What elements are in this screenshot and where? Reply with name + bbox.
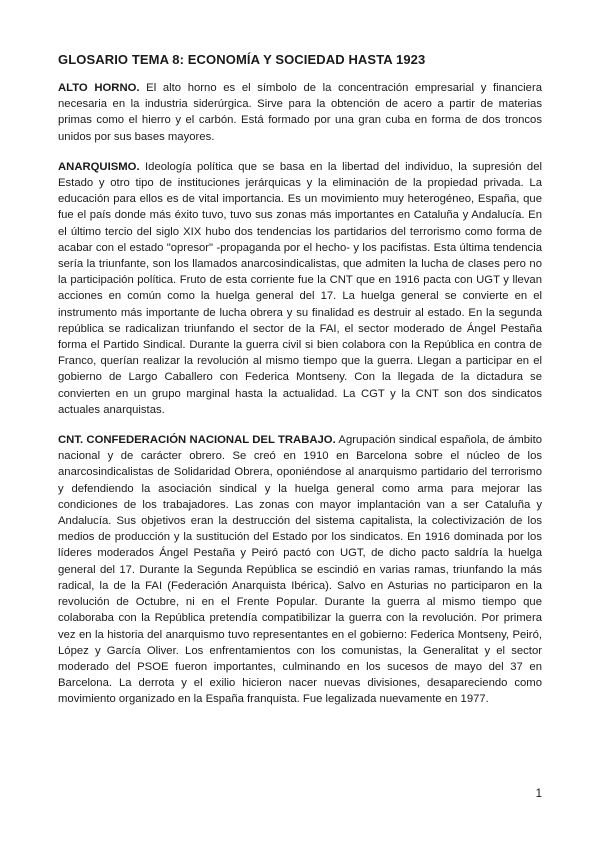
glossary-term: ANARQUISMO. [58,160,140,173]
glossary-entry-cnt [58,432,542,707]
glossary-definition: Agrupación sindical española, de ámbito nacional y de carácter obrero. Se creó en 1910 en Barcelona sobre el núcleo de los anarcosindicalistas de Solidaridad Obrera, oponiéndose al anarquismo partidario del terrorismo y defendiendo la asociación sindical y la huelga general como arma para mejorar las condiciones de los trabajadores. Las zonas con mayor implantación van a ser Cataluña y Andalucía. Sus objetivos eran la destrucción del sistema capitalista, la colectivización de los medios de producción y la sustitución del Estado por los sindicatos. En 1916 dominada por los líderes moderados Ángel Pestaña y Peiró pactó con UGT, de dicho pacto saldría la huelga general del 17. Durante la Segunda República se escindió en varias ramas, triunfando la más radical, la de la FAI (Federación Anarquista Ibérica). Salvo en Asturias no participaron en la revolución de Octubre, ni en el Frente Popular. Durante la guerra al mismo tiempo que colaboraba con la República pretendía compatibilizar la guerra con la revolución. Por primera vez en la historia del anarquismo tuvo representantes en el gobierno: Federica Montseny, Peiró, López y García Oliver. Los enfrentamientos con los comunistas, la Generalitat y el sector moderado del PSOE fueron importantes, culminando en los sucesos de mayo del 37 en Barcelona. La derrota y el exilio hicieron nacer nuevas divisiones, desapareciendo como movimiento organizado en la España franquista. Fue legalizada nuevamente en 1977. [58,434,542,706]
glossary-entry-anarquismo [58,159,542,418]
glossary-term: CNT. CONFEDERACIÓN NACIONAL DEL TRABAJO. [58,434,336,447]
glossary-term: ALTO HORNO. [58,82,140,94]
document-title: GLOSARIO TEMA 8: ECONOMÍA Y SOCIEDAD HASTA 1923 [58,52,426,67]
page-number: 1 [535,788,542,800]
glossary-entry-alto-horno [58,80,542,145]
glossary-definition: El alto horno es el símbolo de la concentración empresarial y financiera necesaria en la industria siderúrgica. Sirve para la obtención de acero a partir de materias primas como el hierro y el carbón. Está formado por una gran cuba en forma de dos troncos unidos por sus bases mayores. [58,82,542,143]
glossary-definition: Ideología política que se basa en la libertad del individuo, la supresión del Estado y otro tipo de instituciones jerárquicas y la eliminación de la propiedad privada. La educación para ellos es de vital importancia. Es un movimiento muy heterogéneo, España, que fue el país donde más éxito tuvo, tuvo sus zonas más importantes en Cataluña y Andalucía. En el último tercio del siglo XIX hubo dos tendencias los partidarios del terrorismo como forma de acabar con el estado "opresor" -propaganda por el hecho- y los pacifistas. Esta última tendencia sería la triunfante, son los llamados anarcosindicalistas, que admiten la lucha de clases pero no la participación política. Fruto de esta corriente fue la CNT que en 1916 pacta con UGT y llevan acciones en común como la huelga general del 17. La huelga general se convierte en el instrumento más importante de lucha obrera y su finalidad es destruir al estado. En la segunda república se radicalizan triunfando el sector de la FAI, el sector moderado de Ángel Pestaña forma el Partido Sindical. Durante la guerra civil si bien colabora con la República en contra de Franco, querían realizar la revolución al mismo tiempo que la guerra. Llegan a participar en el gobierno de Largo Caballero con Federica Montseny. Con la llegada de la dictadura se convierten en un grupo marginal hasta la actualidad. La CGT y la CNT son dos sindicatos actuales anarquistas. [58,160,542,416]
document-page [58,52,542,722]
